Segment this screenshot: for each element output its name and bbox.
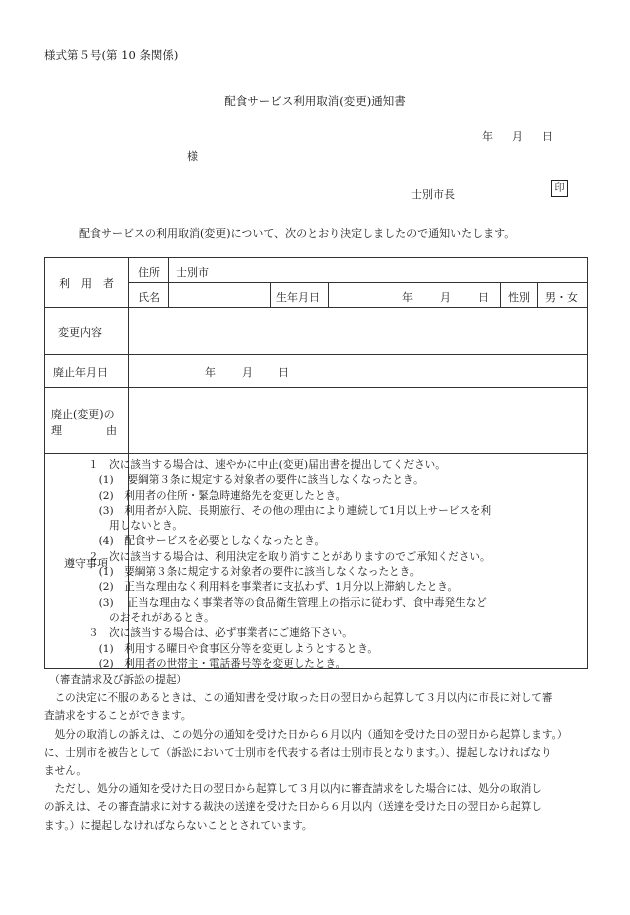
column-divider [168, 258, 169, 307]
note-line: (2) 利用者の世帯主・電話番号等を変更したとき。 [88, 657, 347, 670]
address-label: 住所 [138, 266, 160, 279]
note-line: (1) 要綱第３条に規定する対象者の要件に該当しなくなったとき。 [88, 566, 421, 579]
row-divider [129, 282, 588, 283]
appeal-line: この決定に不服のあるときは、この通知書を受け取った日の翌日から起算して３月以内に市長に対して審 [44, 692, 553, 705]
note-line: (4) 配食サービスを必要としなくなったとき。 [88, 535, 326, 548]
appeal-line: 処分の取消しの訴えは、この処分の通知を受けた日から６月以内（通知を受けた日の翌日から起算します。） [44, 728, 568, 741]
note-line: のおそれがあるとき。 [88, 611, 215, 624]
issue-date [482, 128, 553, 144]
gender-options: 男・女 [545, 291, 578, 304]
note-line: ３ 次に該当する場合は、必ず事業者にご連絡下さい。 [88, 627, 353, 640]
compliance-notes [88, 458, 491, 672]
gender-label: 性別 [508, 291, 530, 304]
note-line: (3) 利用者が入院、長期旅行、その他の理由により連続して1月以上サービスを利 [88, 504, 492, 517]
abolish-year-label: 年 [205, 366, 216, 379]
reason-label-line-2: 理 由 [51, 424, 117, 437]
column-divider [500, 282, 501, 307]
notes-label: 遵守事項 [64, 557, 108, 570]
note-line: (3) 正当な理由なく事業者等の食品衛生管理上の指示に従わず、食中毒発生など [88, 596, 487, 609]
birthdate-label: 生年月日 [276, 291, 320, 304]
appeal-line: ません。 [44, 765, 88, 778]
column-divider [270, 282, 271, 307]
note-line: ２ 次に該当する場合は、利用決定を取り消すことがありますのでご承知ください。 [88, 550, 491, 563]
abolish-month-label: 月 [242, 366, 253, 379]
appeal-line: の訴えは、その審査請求に対する裁決の送達を受けた日から６月以内（送達を受けた日の翌日から起算し [44, 801, 542, 814]
change-content-label: 変更内容 [58, 326, 102, 339]
note-line: (2) 正当な理由なく利用料を事業者に支払わず、1月分以上滞納したとき。 [88, 581, 459, 594]
addressee-suffix: 様 [187, 150, 198, 163]
note-line: (1) 利用する曜日や食事区分等を変更しようとするとき。 [88, 642, 379, 655]
birth-day-label: 日 [478, 291, 489, 304]
note-line: 用しないとき。 [88, 520, 183, 533]
column-divider [537, 282, 538, 307]
issue-day-label: 日 [542, 130, 553, 143]
name-label: 氏名 [138, 291, 160, 304]
appeal-line: ただし、処分の通知を受けた日の翌日から起算して３月以内に審査請求をした場合には、処分の取消し [44, 783, 542, 796]
seal-mark: 印 [551, 180, 568, 197]
note-line: (2) 利用者の住所・緊急時連絡先を変更したとき。 [88, 489, 347, 502]
document-title: 配食サービス利用取消(変更)通知書 [224, 94, 406, 108]
birth-month-label: 月 [440, 291, 451, 304]
appeal-line: ます。）に提起しなければならないこととされています。 [44, 819, 313, 832]
row-divider [45, 387, 588, 388]
row-divider [45, 453, 588, 454]
reason-label-line-1: 廃止(変更)の [51, 408, 115, 421]
intro-text: 配食サービスの利用取消(変更)について、次のとおり決定しましたので通知いたします。 [79, 227, 516, 240]
note-line: １ 次に該当する場合は、速やかに中止(変更)届出書を提出してください。 [88, 459, 446, 471]
abolish-day-label: 日 [278, 366, 289, 379]
issue-month-label: 月 [512, 130, 523, 143]
appeal-section [44, 671, 592, 835]
form-number: 様式第５号(第 10 条関係) [44, 48, 179, 62]
row-divider [45, 354, 588, 355]
appeal-line: に、士別市を被告として（訴訟において士別市を代表する者は士別市長となります。）、提起しなければなり [44, 746, 552, 759]
birth-year-label: 年 [402, 291, 413, 304]
column-divider [328, 282, 329, 307]
address-value: 士別市 [176, 266, 209, 279]
issue-year-label: 年 [482, 130, 493, 143]
appeal-heading: （審査請求及び訴訟の提起） [44, 674, 188, 686]
abolish-date-label: 廃止年月日 [53, 366, 108, 379]
row-divider [45, 307, 588, 308]
user-label: 利 用 者 [59, 277, 114, 290]
issuer-name: 士別市長 [411, 188, 455, 201]
note-line: (1) 要綱第３条に規定する対象者の要件に該当しなくなったとき。 [88, 474, 424, 487]
appeal-line: 査請求をすることができます。 [44, 710, 192, 723]
